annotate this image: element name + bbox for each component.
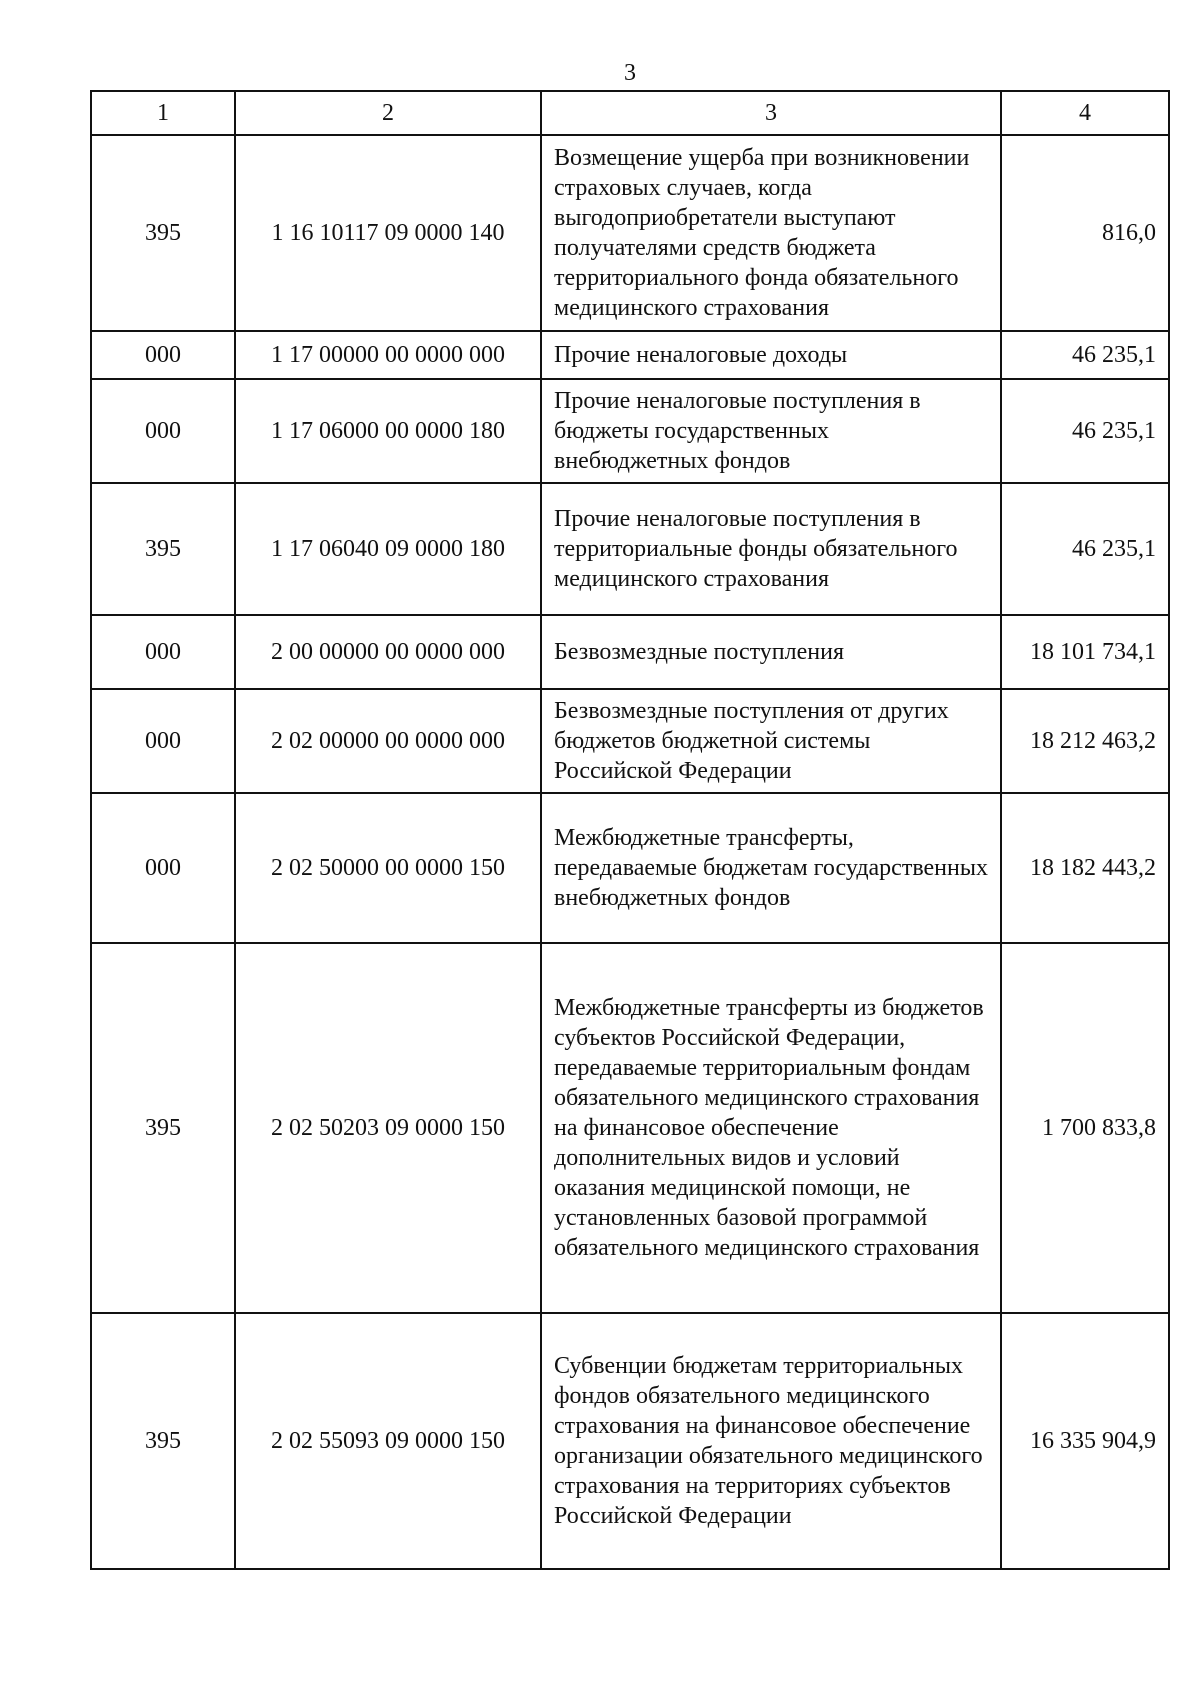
budget-code-cell: 2 00 00000 00 0000 000 [235,615,541,689]
description-cell: Возмещение ущерба при возникновении страховых случаев, когда выгодоприобретатели выступают получателями средств бюджета территориального фонда обязательного медицинского страхования [541,135,1001,331]
admin-code-cell: 395 [91,483,235,615]
revenue-table [90,90,1170,1570]
column-header: 1 [91,91,235,135]
amount-cell: 18 182 443,2 [1001,793,1169,943]
amount-cell: 16 335 904,9 [1001,1313,1169,1569]
description-cell: Прочие неналоговые поступления в территориальные фонды обязательного медицинского страхования [541,483,1001,615]
table-row [91,793,1169,943]
admin-code-cell: 000 [91,689,235,793]
budget-code-cell: 1 17 06040 09 0000 180 [235,483,541,615]
budget-code-cell: 1 16 10117 09 0000 140 [235,135,541,331]
description-cell: Субвенции бюджетам территориальных фондов обязательного медицинского страхования на финансовое обеспечение организации обязательного медицинского страхования на территориях субъектов Российской Федерации [541,1313,1001,1569]
description-cell: Безвозмездные поступления [541,615,1001,689]
amount-cell: 46 235,1 [1001,379,1169,483]
budget-code-cell: 2 02 00000 00 0000 000 [235,689,541,793]
table-row [91,379,1169,483]
admin-code-cell: 395 [91,943,235,1313]
budget-code-cell: 2 02 50203 09 0000 150 [235,943,541,1313]
amount-cell: 816,0 [1001,135,1169,331]
budget-code-cell: 2 02 55093 09 0000 150 [235,1313,541,1569]
amount-cell: 46 235,1 [1001,483,1169,615]
description-cell: Межбюджетные трансферты, передаваемые бюджетам государственных внебюджетных фондов [541,793,1001,943]
admin-code-cell: 395 [91,1313,235,1569]
table-row [91,135,1169,331]
table-row [91,943,1169,1313]
column-header: 2 [235,91,541,135]
admin-code-cell: 000 [91,331,235,379]
column-header: 3 [541,91,1001,135]
table-header-row [91,91,1169,135]
budget-code-cell: 2 02 50000 00 0000 150 [235,793,541,943]
budget-code-cell: 1 17 06000 00 0000 180 [235,379,541,483]
table-row [91,689,1169,793]
amount-cell: 18 212 463,2 [1001,689,1169,793]
table-row [91,483,1169,615]
table-row [91,331,1169,379]
column-header: 4 [1001,91,1169,135]
description-cell: Прочие неналоговые поступления в бюджеты государственных внебюджетных фондов [541,379,1001,483]
budget-code-cell: 1 17 00000 00 0000 000 [235,331,541,379]
amount-cell: 18 101 734,1 [1001,615,1169,689]
description-cell: Межбюджетные трансферты из бюджетов субъектов Российской Федерации, передаваемые территориальным фондам обязательного медицинского страхования на финансовое обеспечение дополнительных видов и условий оказания медицинской помощи, не установленных базовой программой обязательного медицинского страхования [541,943,1001,1313]
admin-code-cell: 000 [91,793,235,943]
table-row [91,615,1169,689]
description-cell: Прочие неналоговые доходы [541,331,1001,379]
amount-cell: 46 235,1 [1001,331,1169,379]
page-number: 3 [624,60,636,86]
admin-code-cell: 000 [91,615,235,689]
admin-code-cell: 000 [91,379,235,483]
amount-cell: 1 700 833,8 [1001,943,1169,1313]
admin-code-cell: 395 [91,135,235,331]
table-row [91,1313,1169,1569]
description-cell: Безвозмездные поступления от других бюджетов бюджетной системы Российской Федерации [541,689,1001,793]
